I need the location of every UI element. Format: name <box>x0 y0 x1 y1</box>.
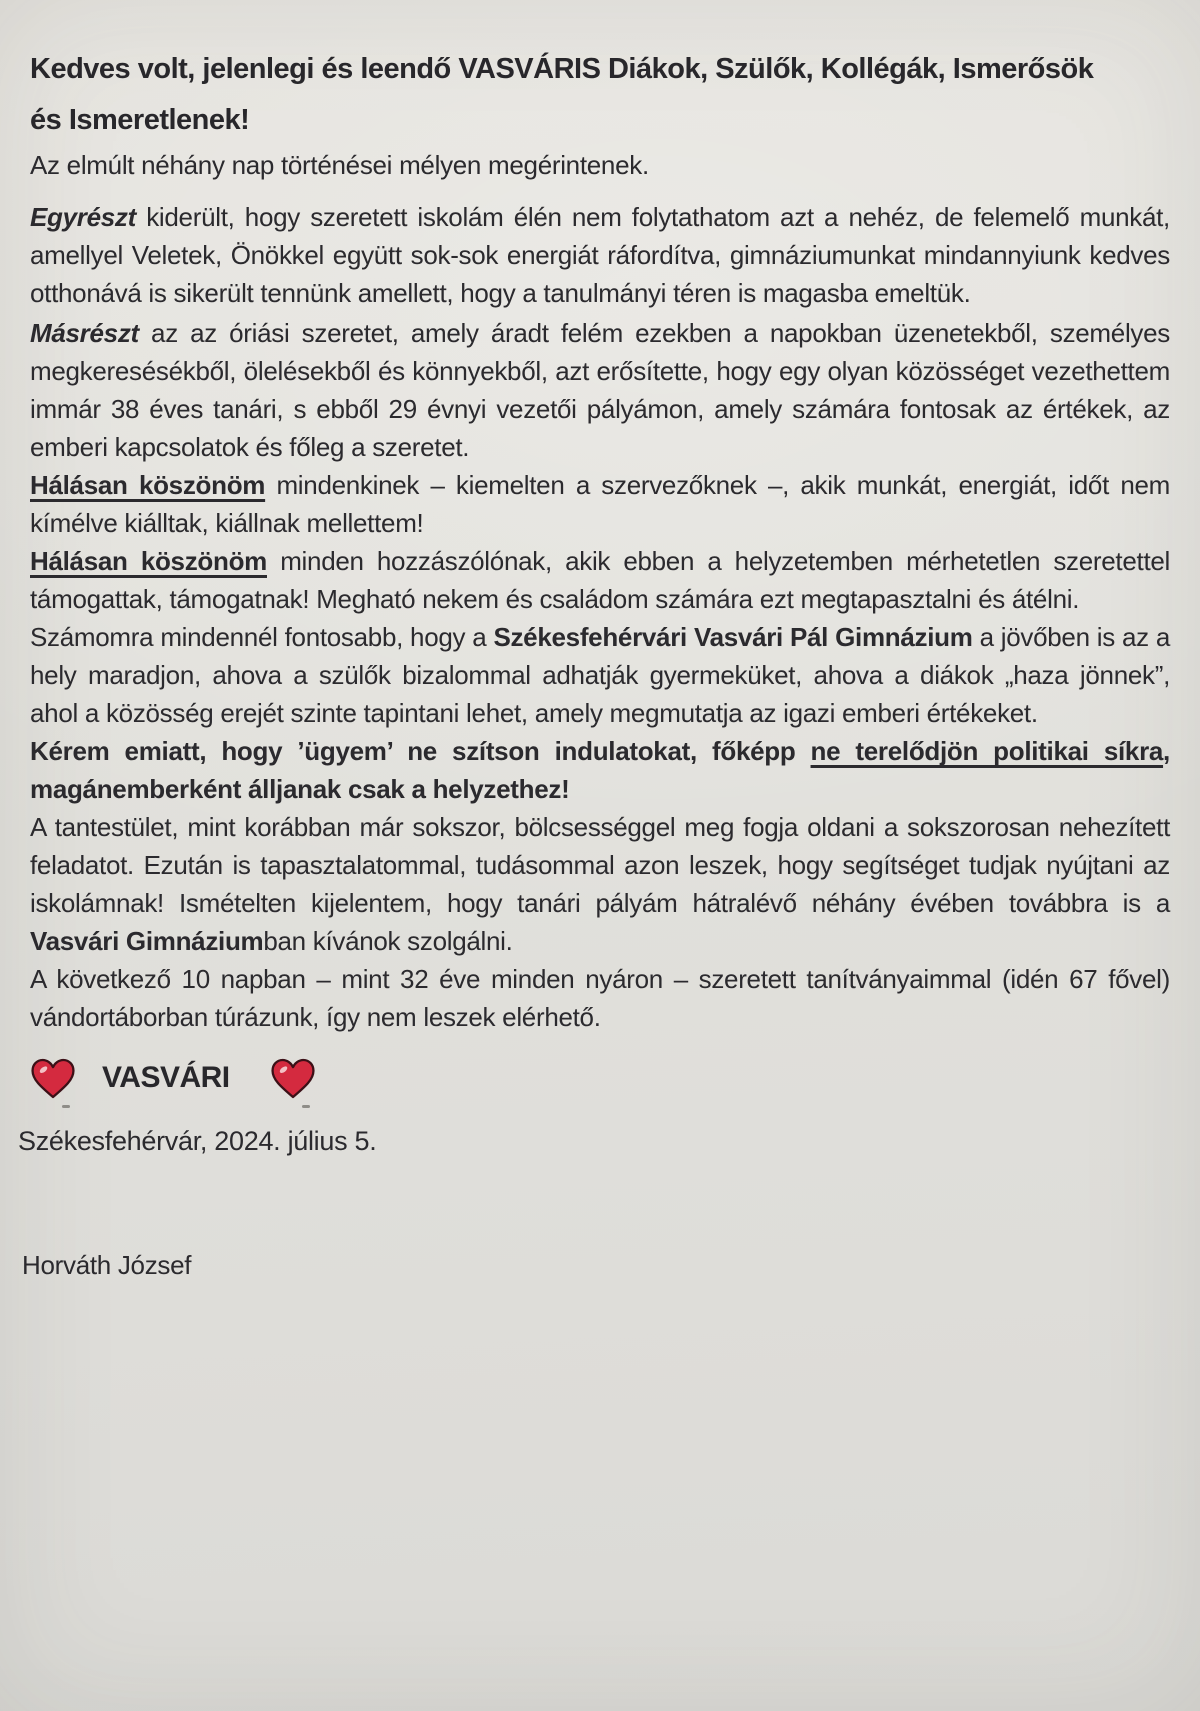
paragraph-text: ban kívánok szolgálni. <box>263 926 513 956</box>
paragraph-text: kiderült, hogy szeretett iskolám élén nem folytathatom azt a nehéz, de felemelő munkát, amellyel Veletek, Önökkel együtt sok-sok energiát ráfordítva, gimnáziumunkat mindannyiunk kedves otthonává is sikerült tennünk amellett, hogy a tanulmányi téren is magasba emeltük. <box>30 202 1170 308</box>
paragraph-text: Számomra mindennél fontosabb, hogy a <box>30 622 494 652</box>
paragraph-lead-word: Egyrészt <box>30 202 136 232</box>
paragraph-vandortabor <box>30 960 1170 1036</box>
paragraph-text: a jövőben is az a hely maradjon, ahova a szülők bizalommal adhatják gyermeküket, ahova a diákok „haza jönnek”, ahol a közösség erejét szinte tapintani lehet, amely megmutatja az igazi emberi értékeket. <box>30 622 1170 728</box>
heart-icon <box>30 1057 76 1100</box>
school-name-bold: Vasvári Gimnázium <box>30 926 264 956</box>
underlined-lead-phrase: Hálásan köszönöm <box>30 470 266 500</box>
paragraph-text: A következő 10 napban – mint 32 éve minden nyáron – szeretett tanítványaimmal (idén 67 fővel) vándortáborban túrázunk, így nem leszek elérhető. <box>30 964 1170 1032</box>
paragraph-text: , magánemberként álljanak csak a helyzethez! <box>30 736 1170 804</box>
paragraph-masreszt <box>30 314 1170 466</box>
signoff-name: Horváth József <box>22 1250 192 1280</box>
paragraph-text: Kérem emiatt, hogy ’ügyem’ ne szítson indulatokat, főképp <box>30 736 811 766</box>
paragraph-lead-word: Másrészt <box>30 318 139 348</box>
paragraph-text: minden hozzászólónak, akik ebben a helyzetemben mérhetetlen szeretettel támogattak, támogatnak! Megható nekem és családom számára ezt megtapasztalni és átélni. <box>30 546 1170 614</box>
date-line: Székesfehérvár, 2024. július 5. <box>18 1126 377 1156</box>
paragraph-text: mindenkinek – kiemelten a szervezőknek –, akik munkát, energiát, időt nem kímélve kiálltak, kiállnak mellettem! <box>30 470 1170 538</box>
paragraph-group-egyreszt-masreszt <box>30 198 1170 466</box>
underlined-phrase: ne terelődjön politikai síkra <box>810 736 1164 766</box>
paragraph-intro <box>30 146 1170 184</box>
paragraph-koszonom-szervezoknek <box>30 466 1170 542</box>
paragraph-text: A tantestület, mint korábban már sokszor, bölcsességgel meg fogja oldani a sokszorosan nehezített feladatot. Ezután is tapasztalatommal, tudásommal azon leszek, hogy segítséget tudjak nyújtani az iskolámnak! Ismételten kijelentem, hogy tanári pályám hátralévő néhány évében továbbra is a <box>30 812 1170 918</box>
school-name-bold: Székesfehérvári Vasvári Pál Gimnázium <box>493 622 973 652</box>
paragraph-koszonom-hozzaszoloknak <box>30 542 1170 618</box>
page-title: Kedves volt, jelenlegi és leendő VASVÁRIS Diákok, Szülők, Kollégák, Ismerősök és Ismeretlenek! <box>30 53 1094 136</box>
paragraph-tantestulet <box>30 808 1170 960</box>
underlined-lead-phrase: Hálásan köszönöm <box>30 546 267 576</box>
paragraph-text: az az óriási szeretet, amely áradt felém ezekben a napokban üzenetekből, személyes megkeresésékből, ölelésekből és könnyekből, azt erősítette, hogy egy olyan közösséget vezethettem immár 38 éves tanári, s ebből 29 évnyi vezetői pályámon, amely számára fontosak az értékek, az emberi kapcsolatok és főleg a szeretet. <box>30 318 1170 462</box>
paragraph-egyreszt <box>30 198 1170 312</box>
signature-row <box>30 1054 1170 1102</box>
paragraph-kerem <box>30 732 1170 808</box>
signature-name: VASVÁRI <box>102 1061 230 1094</box>
paragraph-text: Az elmúlt néhány nap történései mélyen megérintenek. <box>30 150 649 180</box>
paragraph-szamomra <box>30 618 1170 732</box>
heart-icon <box>270 1057 316 1100</box>
